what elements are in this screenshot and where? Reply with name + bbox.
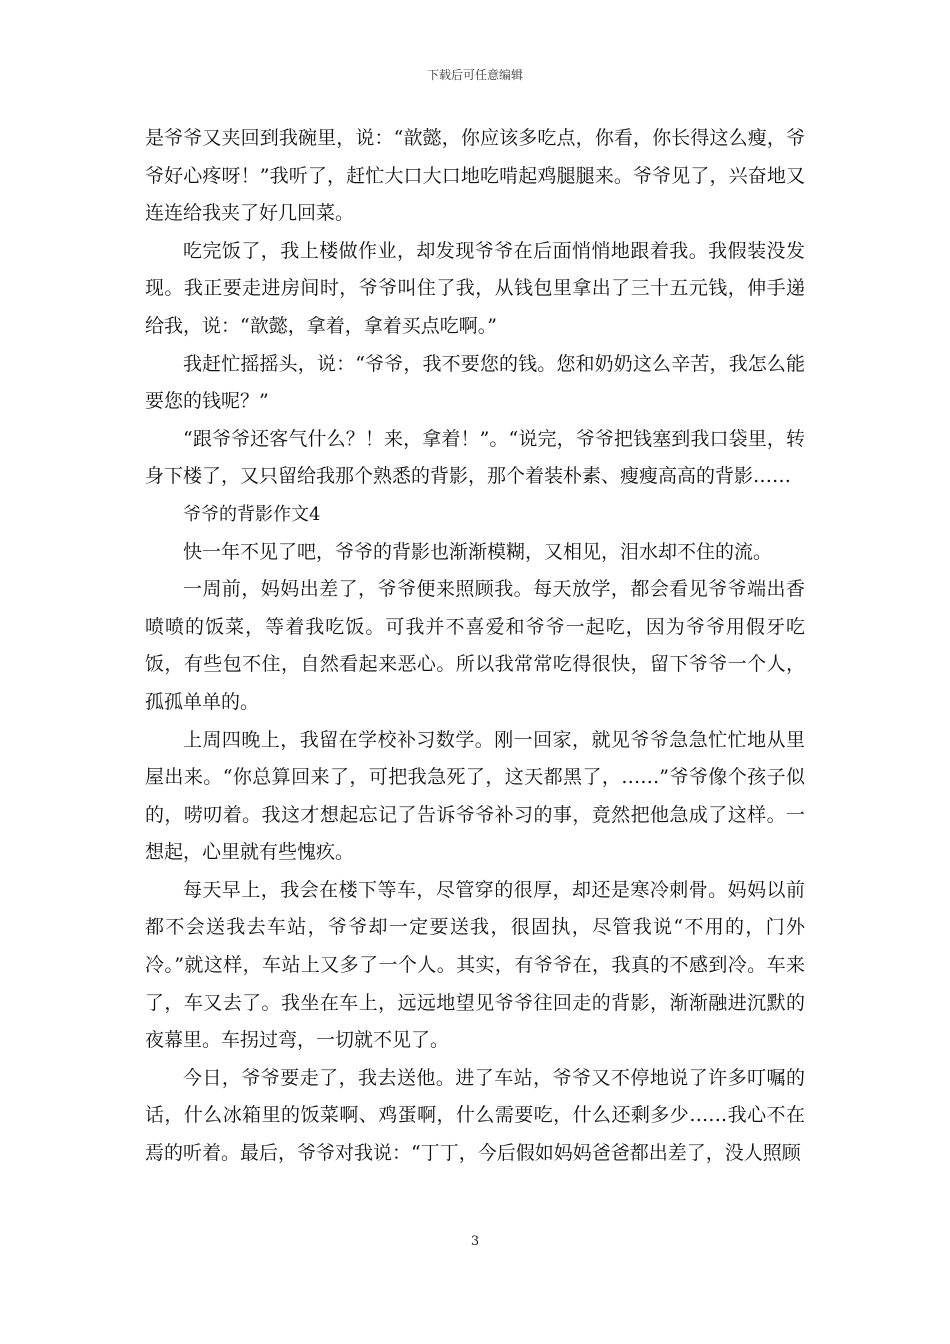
paragraph-continuation: 是爷爷又夹回到我碗里，说：“歆懿，你应该多吃点，你看，你长得这么瘦，爷爷好心疼呀！”我听了，赶忙大口大口地吃啃起鸡腿腿来。爷爷见了，兴奋地又连连给我夹了好几回菜。: [145, 127, 805, 225]
paragraph: 每天早上，我会在楼下等车，尽管穿的很厚，却还是寒冷刺骨。妈妈以前都不会送我去车站，爷爷却一定要送我，很固执，尽管我说“不用的，门外冷。”就这样，车站上又多了一个人。其实，有爷爷在，我真的不感到冷。车来了，车又去了。我坐在车上，远远地望见爷爷往回走的背影，渐渐融进沉默的夜幕里。车拐过弯，一切就不见了。: [145, 878, 805, 1052]
page-number: 3: [470, 1234, 480, 1249]
paragraph: 一周前，妈妈出差了，爷爷便来照顾我。每天放学，都会看见爷爷端出香喷喷的饭菜，等着我吃饭。可我并不喜爱和爷爷一起吃，因为爷爷用假牙吃饭，有些包不住，自然看起来恶心。所以我常常吃得很快，留下爷爷一个人，孤孤单单的。: [145, 578, 805, 713]
paragraph: 我赶忙摇摇头，说：“爷爷，我不要您的钱。您和奶奶这么辛苦，我怎么能要您的钱呢？”: [145, 352, 805, 413]
paragraph: 快一年不见了吧，爷爷的背影也渐渐模糊，又相见，泪水却不住的流。: [183, 540, 773, 563]
paragraph: 吃完饭了，我上楼做作业，却发现爷爷在后面悄悄地跟着我。我假装没发现。我正要走进房间时，爷爷叫住了我，从钱包里拿出了三十五元钱，伸手递给我，说：“歆懿，拿着，拿着买点吃啊。”: [145, 239, 805, 337]
paragraph: 今日，爷爷要走了，我去送他。进了车站，爷爷又不停地说了许多叮嘱的话，什么冰箱里的饭菜啊、鸡蛋啊，什么需要吃，什么还剩多少……我心不在焉的听着。最后，爷爷对我说：“丁丁，今后假如妈妈爸爸都出差了，没人照顾: [145, 1066, 805, 1165]
paragraph: “跟爷爷还客气什么？！来，拿着！”。“说完，爷爷把钱塞到我口袋里，转身下楼了，又只留给我那个熟悉的背影，那个着装朴素、瘦瘦高高的背影……: [145, 427, 805, 488]
paragraph: 上周四晚上，我留在学校补习数学。刚一回家，就见爷爷急急忙忙地从里屋出来。“你总算回来了，可把我急死了，这天都黑了，……”爷爷像个孩子似的，唠叨着。我这才想起忘记了告诉爷爷补习的事，竟然把他急成了这样。一想起，心里就有些愧疚。: [145, 728, 805, 864]
page-header: 下载后可任意编辑: [426, 68, 523, 82]
document-body: [145, 120, 805, 1173]
section-heading: 爷爷的背影作文4: [183, 503, 321, 525]
